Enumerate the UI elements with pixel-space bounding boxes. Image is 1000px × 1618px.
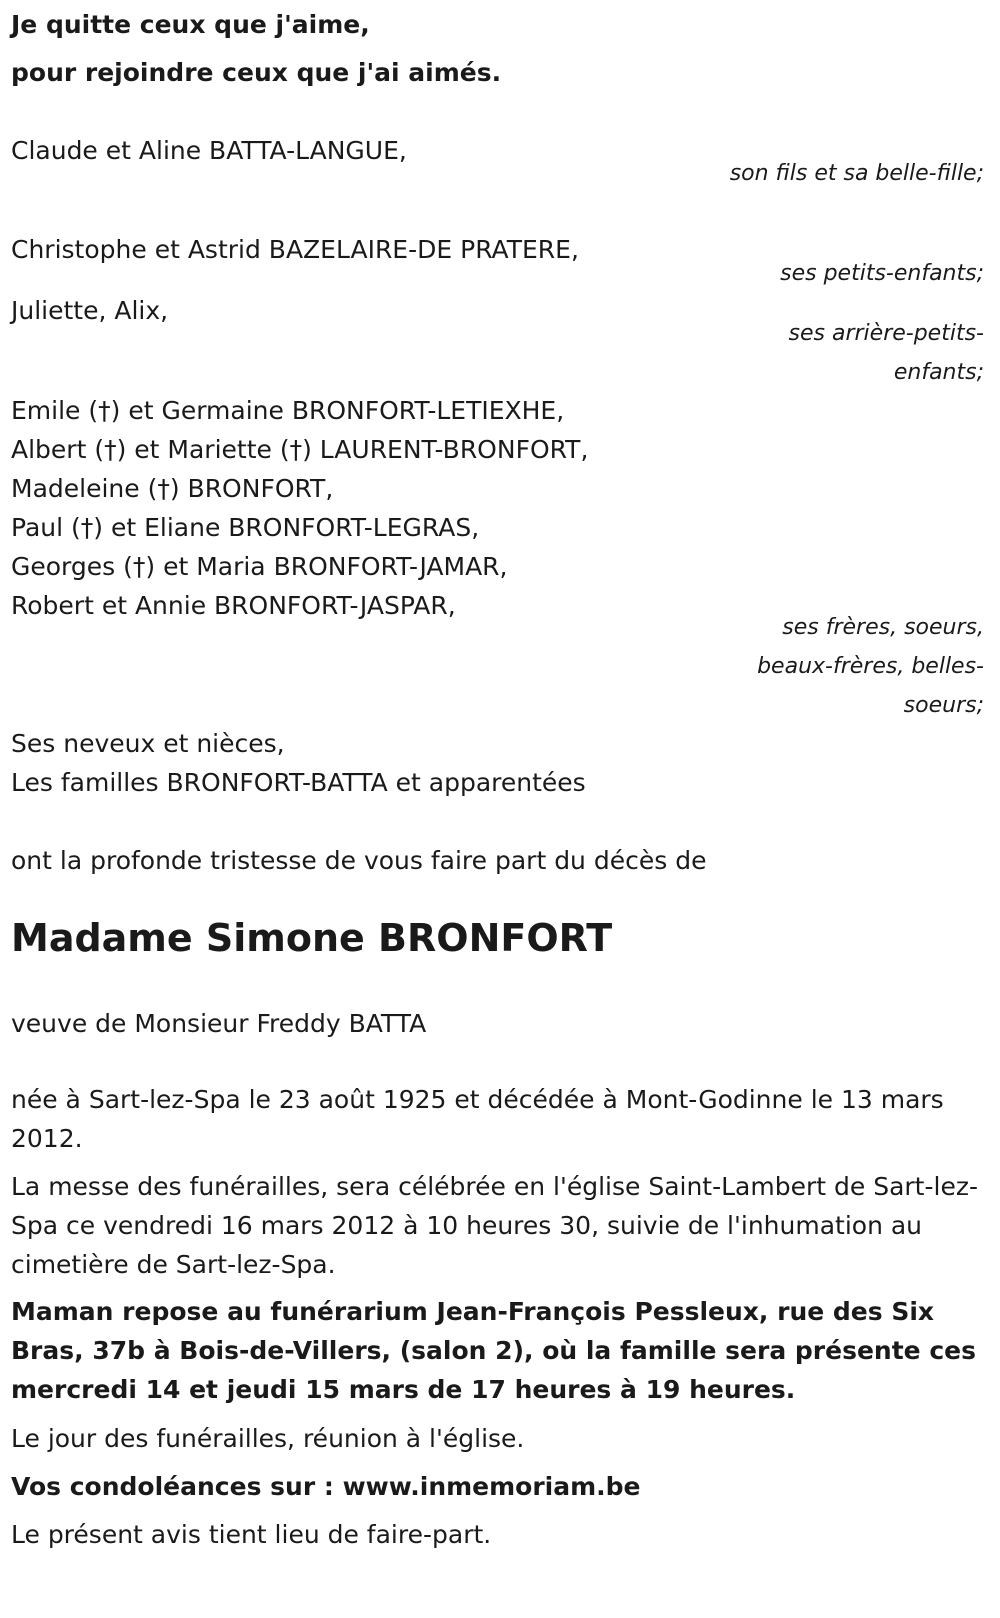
siblings-relation: ses frères, soeurs, beaux-frères, belles-soeurs; <box>757 615 984 718</box>
family-grandchildren-relation: ses petits-enfants; <box>780 261 984 286</box>
others-line-2: Les familles BRONFORT-BATTA et apparentées <box>11 768 586 797</box>
condolences-text: Vos condoléances sur : www.inmemoriam.be <box>11 1472 641 1501</box>
funeral-mass-text: La messe des funérailles, sera célébrée en l'église Saint-Lambert de Sart-lez-Spa ce vendredi 16 mars 2012 à 10 heures 30, suivie de l'inhumation au cimetière de Sart-lez-Spa. <box>11 1172 978 1279</box>
widow-of: veuve de Monsieur Freddy BATTA <box>11 1009 427 1038</box>
sibling-line-6: Robert et Annie BRONFORT-JASPAR, <box>11 591 456 620</box>
notice-text: Le présent avis tient lieu de faire-part. <box>11 1520 492 1549</box>
epigraph-line-1: Je quitte ceux que j'aime, <box>11 10 370 39</box>
funerarium-text: Maman repose au funérarium Jean-François Pessleux, rue des Six Bras, 37b à Bois-de-Villers, (salon 2), où la famille sera présente ces mercredi 14 et jeudi 15 mars de 17 heures à 19 heures. <box>11 1297 976 1404</box>
sibling-line-4: Paul (†) et Eliane BRONFORT-LEGRAS, <box>11 513 480 542</box>
sibling-line-5: Georges (†) et Maria BRONFORT-JAMAR, <box>11 552 508 581</box>
family-son-relation: son fils et sa belle-fille; <box>729 161 984 186</box>
family-grandchildren-name: Christophe et Astrid BAZELAIRE-DE PRATERE, <box>11 235 579 264</box>
birth-death-text: née à Sart-lez-Spa le 23 août 1925 et décédée à Mont-Godinne le 13 mars 2012. <box>11 1085 944 1153</box>
sibling-line-3: Madeleine (†) BRONFORT, <box>11 474 334 503</box>
family-son-name: Claude et Aline BATTA-LANGUE, <box>11 136 407 165</box>
deceased-name: Madame Simone BRONFORT <box>11 916 613 960</box>
epigraph-line-2: pour rejoindre ceux que j'ai aimés. <box>11 58 502 87</box>
announcement: ont la profonde tristesse de vous faire part du décès de <box>11 846 707 875</box>
sibling-line-1: Emile (†) et Germaine BRONFORT-LETIEXHE, <box>11 396 565 425</box>
family-great-grandchildren-name: Juliette, Alix, <box>11 296 169 325</box>
meeting-text: Le jour des funérailles, réunion à l'église. <box>11 1424 525 1453</box>
others-line-1: Ses neveux et nièces, <box>11 729 285 758</box>
family-great-grandchildren-relation: ses arrière-petits-enfants; <box>788 321 984 385</box>
sibling-line-2: Albert (†) et Mariette (†) LAURENT-BRONFORT, <box>11 435 589 464</box>
